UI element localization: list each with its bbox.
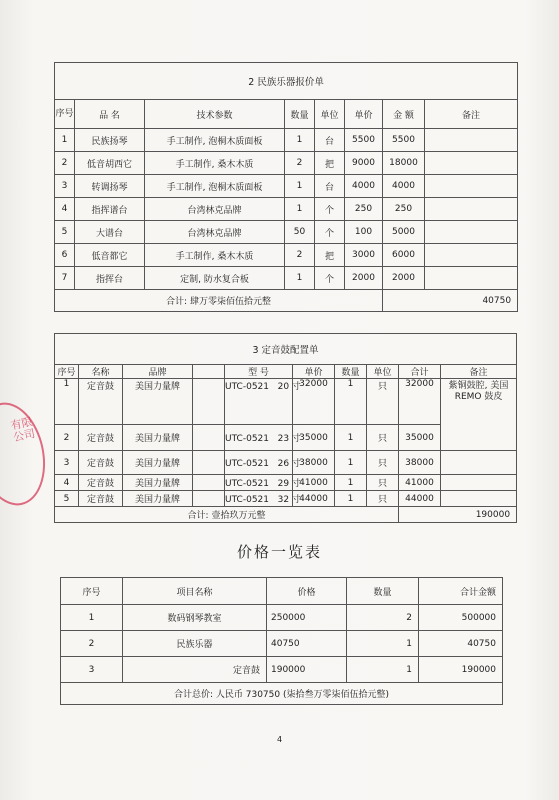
header-cell: 单位 xyxy=(315,100,345,129)
grand-total-label: 合计总价: 人民币 730750 (柒拾叁万零柒佰伍拾元整) xyxy=(61,683,503,705)
cell: 美国力量牌 xyxy=(123,491,193,507)
table-row xyxy=(55,175,518,198)
cell: 手工制作, 桑木木质 xyxy=(145,152,285,175)
cell: 5500 xyxy=(383,129,425,152)
cell xyxy=(425,198,518,221)
cell: 9000 xyxy=(345,152,383,175)
cell xyxy=(193,475,225,491)
cell: 2 xyxy=(55,152,75,175)
table-row xyxy=(55,198,518,221)
header-cell: 数量 xyxy=(335,365,367,379)
cell: 定音鼓 xyxy=(79,475,123,491)
cell: 38000 xyxy=(293,451,335,475)
cell: 250 xyxy=(345,198,383,221)
cell: 6000 xyxy=(383,244,425,267)
cell: 台湾林克品牌 xyxy=(145,198,285,221)
cell xyxy=(193,379,225,425)
table-row xyxy=(61,605,503,631)
header-cell: 备注 xyxy=(441,365,517,379)
header-cell: 数量 xyxy=(347,578,419,605)
table-row xyxy=(55,379,517,425)
header-cell: 单价 xyxy=(345,100,383,129)
cell: 指挥台 xyxy=(75,267,145,290)
cell: 1 xyxy=(55,129,75,152)
cell: 1 xyxy=(347,657,419,683)
header-cell: 技术参数 xyxy=(145,100,285,129)
table-row xyxy=(55,244,518,267)
cell: 定音鼓 xyxy=(79,451,123,475)
cell: 3000 xyxy=(345,244,383,267)
cell xyxy=(425,152,518,175)
cell: 民族扬琴 xyxy=(75,129,145,152)
header-cell: 数量 xyxy=(285,100,315,129)
cell xyxy=(193,425,225,451)
cell: 5 xyxy=(55,221,75,244)
cell: 44000 xyxy=(293,491,335,507)
cell xyxy=(225,451,301,475)
price-summary-table xyxy=(60,577,503,705)
cell: 个 xyxy=(315,221,345,244)
header-cell: 合计 xyxy=(399,365,441,379)
header-cell: 型 号 xyxy=(225,365,293,379)
cell: 转调扬琴 xyxy=(75,175,145,198)
cell: 1 xyxy=(335,475,367,491)
cell xyxy=(193,491,225,507)
header-cell: 名称 xyxy=(79,365,123,379)
cell: 4000 xyxy=(383,175,425,198)
cell: 38000 xyxy=(399,451,441,475)
cell: 1 xyxy=(335,425,367,451)
table-row xyxy=(61,657,503,683)
cell: 大谱台 xyxy=(75,221,145,244)
table1-title: 2 民族乐器报价单 xyxy=(55,63,518,100)
header-cell: 项目名称 xyxy=(123,578,267,605)
cell: 18000 xyxy=(383,152,425,175)
cell: 3 xyxy=(61,657,123,683)
cell: 250000 xyxy=(267,605,347,631)
table-row xyxy=(55,451,517,475)
cell: 2 xyxy=(285,152,315,175)
cell: 7 xyxy=(55,267,75,290)
cell: 40750 xyxy=(267,631,347,657)
cell xyxy=(425,267,518,290)
cell: 低音胡西它 xyxy=(75,152,145,175)
cell: 2000 xyxy=(383,267,425,290)
total-value: 190000 xyxy=(399,507,517,523)
cell xyxy=(425,244,518,267)
table-row xyxy=(61,631,503,657)
cell: 5000 xyxy=(383,221,425,244)
header-cell: 价格 xyxy=(267,578,347,605)
cell: 定音鼓 xyxy=(79,491,123,507)
header-cell: 单位 xyxy=(367,365,399,379)
cell: 1 xyxy=(55,379,79,425)
cell: 40750 xyxy=(419,631,503,657)
timpani-config-table xyxy=(54,333,517,523)
cell: 手工制作, 泡桐木质面板 xyxy=(145,129,285,152)
cell: 数码钢琴教室 xyxy=(123,605,267,631)
cell: 32000 xyxy=(293,379,335,425)
cell xyxy=(441,475,517,491)
cell xyxy=(425,221,518,244)
header-cell: 备注 xyxy=(425,100,518,129)
cell: 1 xyxy=(285,198,315,221)
cell: 低音都它 xyxy=(75,244,145,267)
cell: 美国力量牌 xyxy=(123,379,193,425)
cell: 定音鼓 xyxy=(123,657,267,683)
header-cell: 序号 xyxy=(55,365,79,379)
cell: 5500 xyxy=(345,129,383,152)
table2-title: 3 定音鼓配置单 xyxy=(55,334,517,365)
cell: 1 xyxy=(285,267,315,290)
table-row xyxy=(55,491,517,507)
cell: 1 xyxy=(335,451,367,475)
table-row xyxy=(55,475,517,491)
cell xyxy=(225,475,301,491)
cell xyxy=(225,425,301,451)
cell: 2 xyxy=(55,425,79,451)
cell: 4 xyxy=(55,198,75,221)
drum-size: 32 寸 xyxy=(277,495,301,505)
cell: 3 xyxy=(55,175,75,198)
cell: 把 xyxy=(315,244,345,267)
cell: 美国力量牌 xyxy=(123,425,193,451)
drum-size: 20 寸 xyxy=(277,382,301,392)
total-value: 40750 xyxy=(383,290,518,312)
cell: 35000 xyxy=(293,425,335,451)
header-cell: 序号 xyxy=(61,578,123,605)
company-seal-stamp xyxy=(0,396,54,511)
cell: 50 xyxy=(285,221,315,244)
cell xyxy=(225,491,301,507)
cell: 4 xyxy=(55,475,79,491)
cell xyxy=(441,451,517,475)
cell: 41000 xyxy=(293,475,335,491)
cell: 500000 xyxy=(419,605,503,631)
cell: 只 xyxy=(367,491,399,507)
cell: 定音鼓 xyxy=(79,425,123,451)
cell: 1 xyxy=(347,631,419,657)
cell: 台 xyxy=(315,129,345,152)
summary-title: 价格一览表 xyxy=(236,543,322,561)
cell xyxy=(441,491,517,507)
header-cell: 单价 xyxy=(293,365,335,379)
header-cell: 品 名 xyxy=(75,100,145,129)
cell: 32000 xyxy=(399,379,441,425)
remark-cell: 紫铜鼓腔, 美国 REMO 鼓皮 xyxy=(441,379,517,451)
cell: 指挥谱台 xyxy=(75,198,145,221)
cell: 只 xyxy=(367,425,399,451)
cell: 2 xyxy=(61,631,123,657)
model-number: UTC-0521 xyxy=(225,382,269,392)
cell: 44000 xyxy=(399,491,441,507)
table2-header-row xyxy=(55,365,517,379)
cell: 台 xyxy=(315,175,345,198)
cell: 35000 xyxy=(399,425,441,451)
table-row xyxy=(55,129,518,152)
cell: 6 xyxy=(55,244,75,267)
cell: 2000 xyxy=(345,267,383,290)
header-cell: 品牌 xyxy=(123,365,193,379)
cell: 1 xyxy=(335,491,367,507)
cell: 把 xyxy=(315,152,345,175)
cell: 1 xyxy=(61,605,123,631)
folk-instruments-quote-table xyxy=(54,62,518,312)
total-label: 合计: 肆万零柒佰伍拾元整 xyxy=(55,290,383,312)
cell: 4000 xyxy=(345,175,383,198)
seal-text: 有限公司 xyxy=(9,415,37,445)
model-number: UTC-0521 xyxy=(225,495,269,505)
table1-header-row xyxy=(55,100,518,129)
cell xyxy=(225,379,301,425)
cell: 个 xyxy=(315,198,345,221)
summary-header-row xyxy=(61,578,503,605)
table-row xyxy=(55,267,518,290)
header-cell xyxy=(193,365,225,379)
cell: 台湾林克品牌 xyxy=(145,221,285,244)
cell: 民族乐器 xyxy=(123,631,267,657)
cell: 定制, 防水复合板 xyxy=(145,267,285,290)
header-cell: 合计金额 xyxy=(419,578,503,605)
header-cell: 金 额 xyxy=(383,100,425,129)
model-number: UTC-0521 xyxy=(225,459,269,469)
table-row xyxy=(55,221,518,244)
cell: 定音鼓 xyxy=(79,379,123,425)
cell: 美国力量牌 xyxy=(123,475,193,491)
cell xyxy=(425,175,518,198)
cell: 只 xyxy=(367,451,399,475)
total-label: 合计: 壹拾玖万元整 xyxy=(55,507,399,523)
table-row xyxy=(55,152,518,175)
cell: 100 xyxy=(345,221,383,244)
cell: 3 xyxy=(55,451,79,475)
table1-total-row xyxy=(55,290,518,312)
cell: 5 xyxy=(55,491,79,507)
model-number: UTC-0521 xyxy=(225,434,269,444)
drum-size: 29 寸 xyxy=(277,479,301,489)
header-cell: 序号 xyxy=(55,100,75,129)
drum-size: 26 寸 xyxy=(277,459,301,469)
cell: 1 xyxy=(335,379,367,425)
drum-size: 23 寸 xyxy=(277,434,301,444)
summary-total-row xyxy=(61,683,503,705)
cell xyxy=(425,129,518,152)
cell: 1 xyxy=(285,129,315,152)
model-number: UTC-0521 xyxy=(225,479,269,489)
cell: 250 xyxy=(383,198,425,221)
cell: 190000 xyxy=(267,657,347,683)
cell: 手工制作, 泡桐木质面板 xyxy=(145,175,285,198)
page-number: 4 xyxy=(276,735,283,744)
cell: 1 xyxy=(285,175,315,198)
cell: 只 xyxy=(367,475,399,491)
cell: 2 xyxy=(285,244,315,267)
cell: 2 xyxy=(347,605,419,631)
table2-total-row xyxy=(55,507,517,523)
cell: 41000 xyxy=(399,475,441,491)
cell: 只 xyxy=(367,379,399,425)
cell: 美国力量牌 xyxy=(123,451,193,475)
cell: 手工制作, 桑木木质 xyxy=(145,244,285,267)
cell: 个 xyxy=(315,267,345,290)
cell: 190000 xyxy=(419,657,503,683)
cell xyxy=(193,451,225,475)
